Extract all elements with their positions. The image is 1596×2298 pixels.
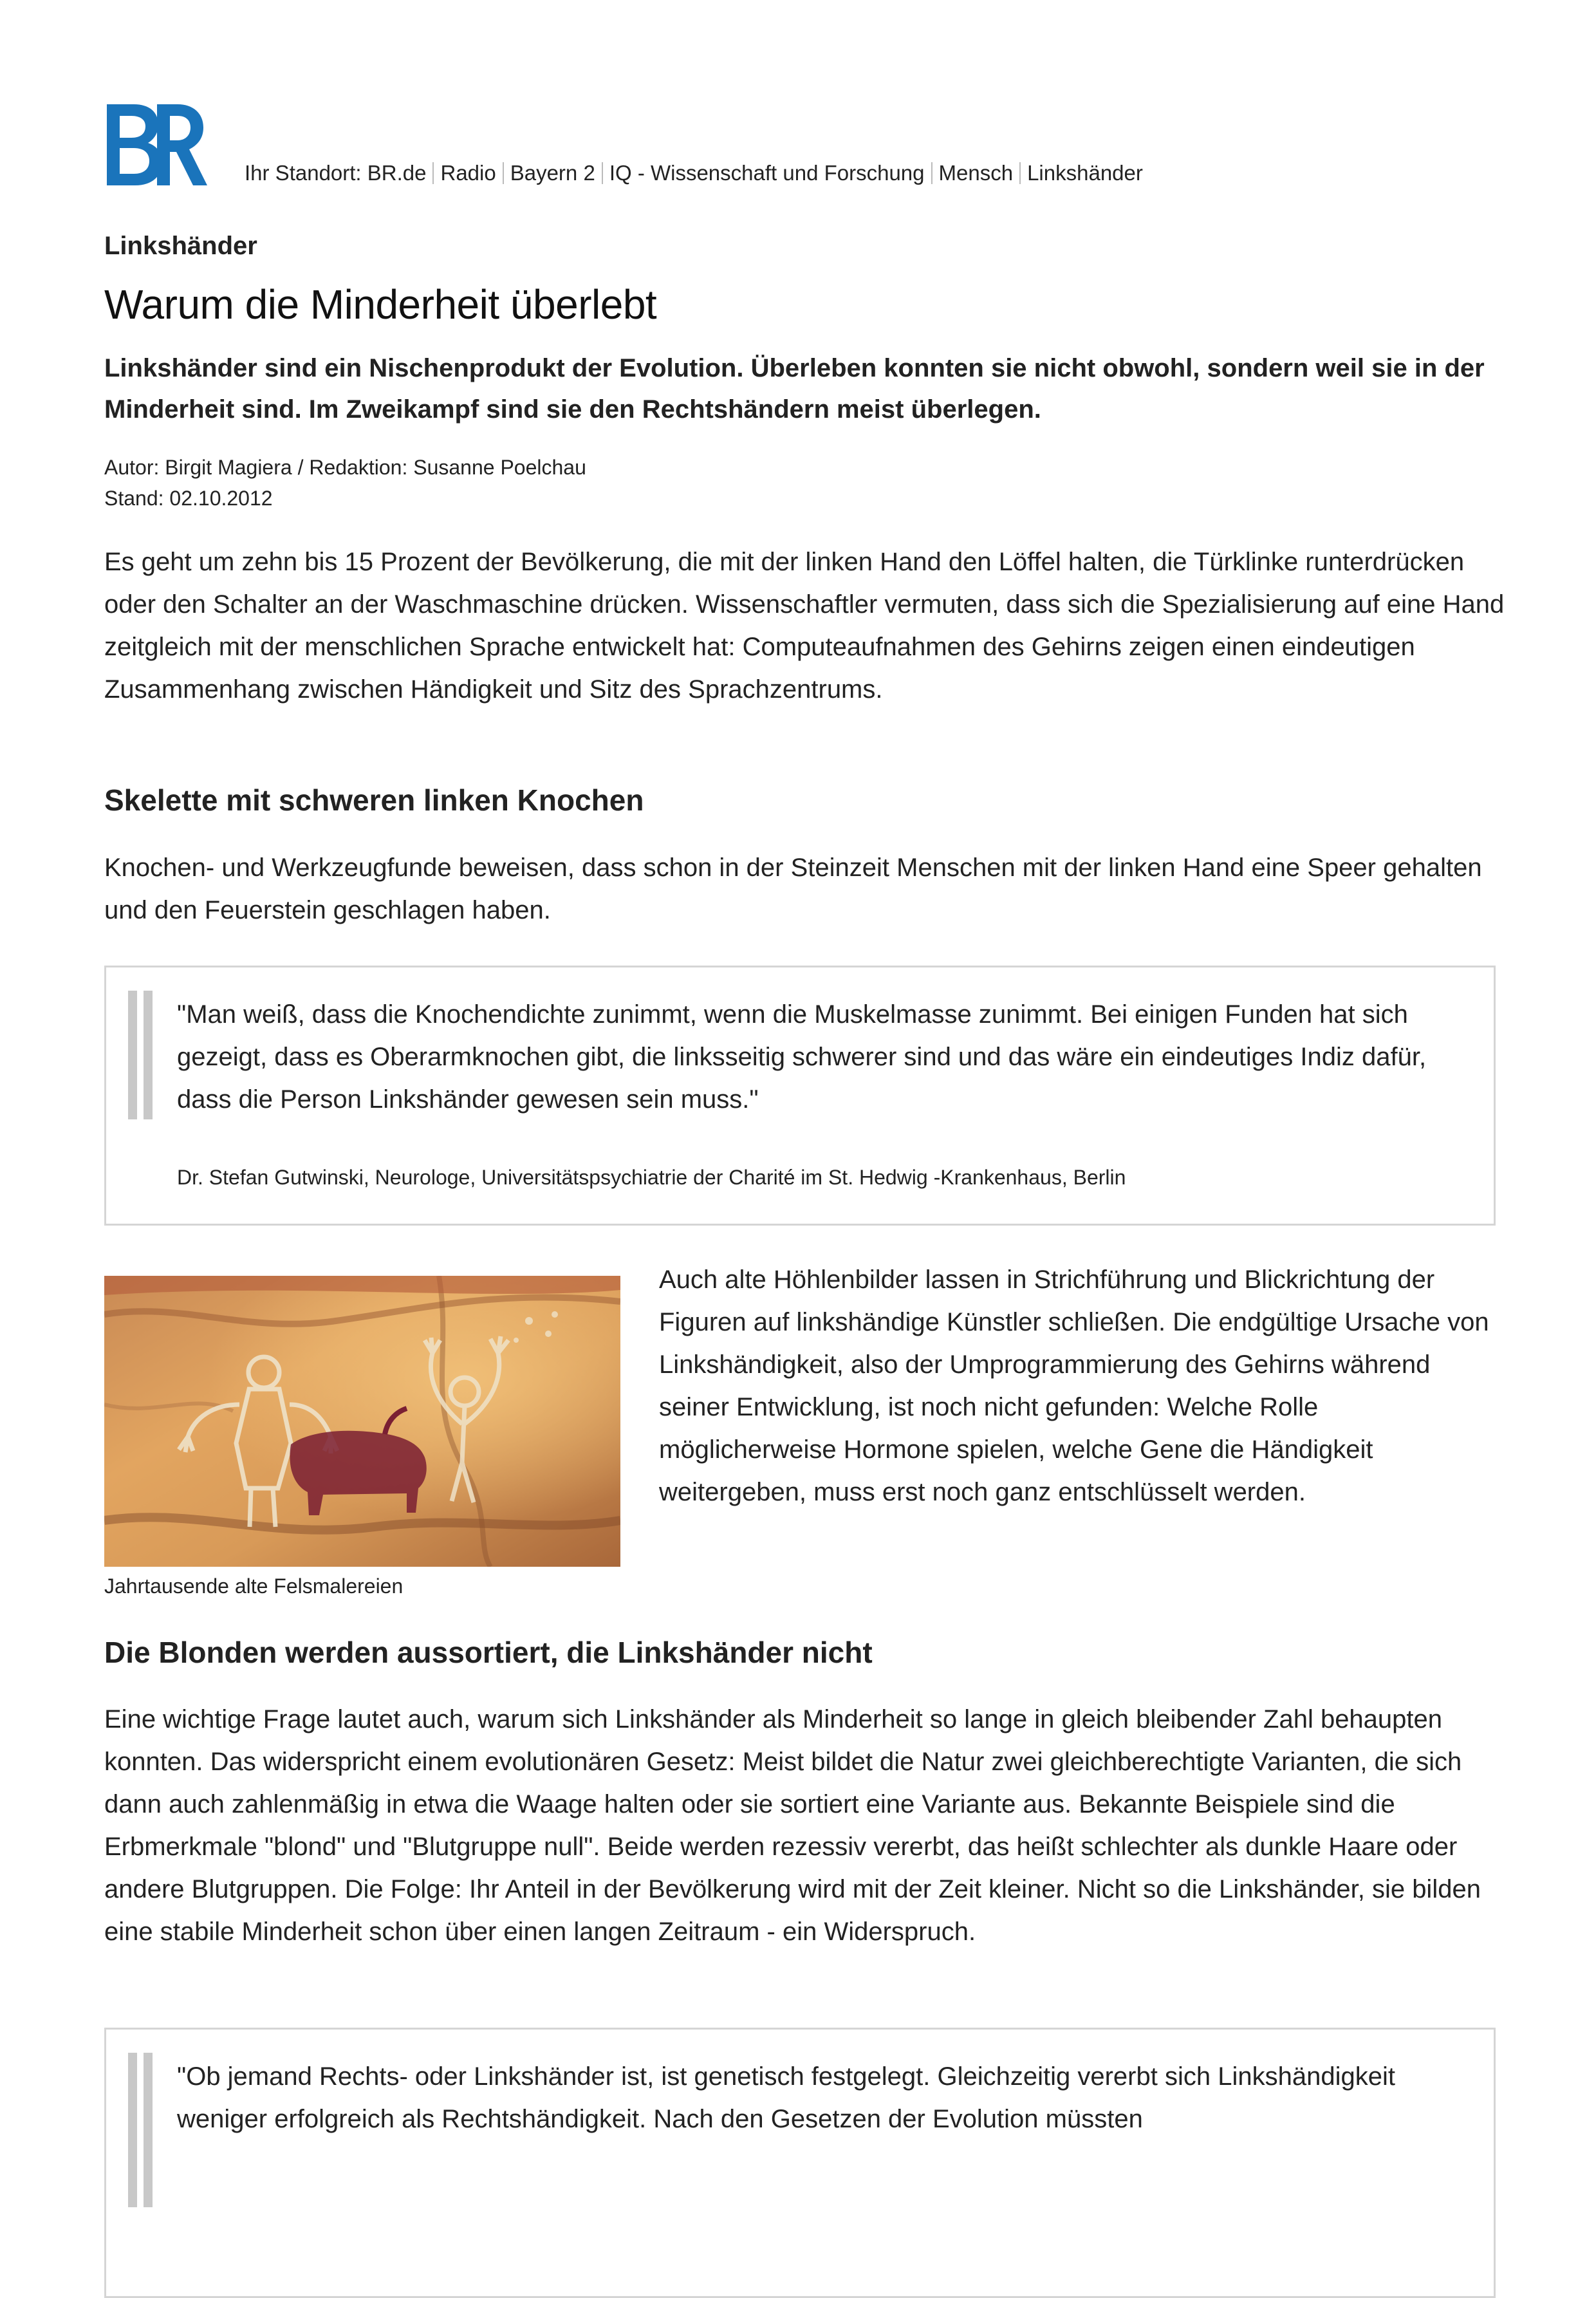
section2-paragraph: Eine wichtige Frage lautet auch, warum sich Linkshänder als Minderheit so lange in gleich bleibender Zahl behaupten konnten. Das widerspricht einem evolutionären Gesetz: Meist bildet die Natur zwei gleichberechtigte Varianten, die sich dann auch zahlenmäßig in etwa die Waage halten oder sie sortiert eine Variante aus. Bekannte Beispiele sind die Erbmerkmale "blond" und "Blutgruppe null". Beide werden rezessiv vererbt, das heißt schlechter als dunkle Haare oder andere Blutgruppen. Die Folge: Ihr Anteil in der Bevölkerung wird mit der Zeit kleiner. Nicht so die Linkshänder, sie bilden eine stabile Minderheit schon über einen langen Zeitraum - ein Widerspruch. <box>104 1705 1481 1946</box>
section1-paragraph: Knochen- und Werkzeugfunde beweisen, dass schon in der Steinzeit Menschen mit der linken Hand eine Speer gehalten und den Feuerstein geschlagen haben. <box>104 854 1482 924</box>
figure-side-paragraph: Auch alte Höhlenbilder lassen in Strichführung und Blickrichtung der Figuren auf linkshändige Künstler schließen. Die endgültige Ursache von Linkshändigkeit, also der Umprogrammierung des Gehirns während seiner Entwicklung, ist noch nicht gefunden: Welche Rolle möglicherweise Hormone spielen, welche Gene die Händigkeit weitergeben, muss erst noch ganz entschlüsselt werden. <box>659 1266 1489 1506</box>
quote-box-1 <box>104 966 1496 1226</box>
intro-paragraph: Es geht um zehn bis 15 Prozent der Bevölkerung, die mit der linken Hand den Löffel halten, die Türklinke runterdrücken oder den Schalter an der Waschmaschine drücken. Wissenschaftler vermuten, dass sich die Spezialisierung auf eine Hand zeitgleich mit der menschlichen Sprache entwickelt hat: Computeaufnahmen des Gehirns zeigen einen eindeutigen Zusammenhang zwischen Händigkeit und Sitz des Sprachzentrums. <box>104 548 1505 704</box>
breadcrumb-separator <box>432 162 434 184</box>
breadcrumb-separator <box>602 162 603 184</box>
section2-heading: Die Blonden werden aussortiert, die Linkshänder nicht <box>104 1636 873 1669</box>
quote-source-1: Dr. Stefan Gutwinski, Neurologe, Universitätspsychiatrie der Charité im St. Hedwig -Krankenhaus, Berlin <box>177 1166 1126 1189</box>
article-teaser: Linkshänder sind ein Nischenprodukt der Evolution. Überleben konnten sie nicht obwohl, sondern weil sie in der Minderheit sind. Im Zweikampf sind sie den Rechtshändern meist überlegen. <box>104 354 1485 424</box>
article-kicker: Linkshänder <box>104 232 257 260</box>
breadcrumb-item-radio[interactable]: Radio <box>440 161 496 185</box>
breadcrumb-item-iq[interactable]: IQ - Wissenschaft und Forschung <box>609 161 925 185</box>
breadcrumb-item-linkshaender[interactable]: Linkshänder <box>1027 161 1143 185</box>
breadcrumb-item-standort[interactable]: Ihr Standort: BR.de <box>245 161 427 185</box>
quote-text-1: "Man weiß, dass die Knochendichte zunimmt, wenn die Muskelmasse zunimmt. Bei einigen Funden hat sich gezeigt, dass es Oberarmknochen gibt, die linksseitig schwerer sind und das wäre ein eindeutiges Indiz dafür, dass die Person Linkshänder gewesen sein muss." <box>177 1000 1427 1114</box>
section1-heading: Skelette mit schweren linken Knochen <box>104 783 644 817</box>
breadcrumb <box>245 161 1143 185</box>
breadcrumb-separator <box>503 162 504 184</box>
figure-caption: Jahrtausende alte Felsmalereien <box>104 1574 404 1598</box>
br-logo[interactable] <box>103 102 207 188</box>
cave-painting-image <box>104 1276 620 1567</box>
quote-mark-icon <box>128 2053 154 2207</box>
quote-text-2: "Ob jemand Rechts- oder Linkshänder ist, ist genetisch festgelegt. Gleichzeitig vererbt sich Linkshändigkeit weniger erfolgreich als Rechtshändigkeit. Nach den Gesetzen der Evolution müssten <box>177 2062 1395 2133</box>
breadcrumb-item-bayern2[interactable]: Bayern 2 <box>510 161 595 185</box>
article-headline: Warum die Minderheit überlebt <box>104 281 657 328</box>
quote-box-2 <box>104 2028 1496 2298</box>
breadcrumb-separator <box>1019 162 1021 184</box>
article-meta <box>104 452 586 514</box>
quote-mark-icon <box>128 991 154 1119</box>
breadcrumb-separator <box>931 162 933 184</box>
article-author: Autor: Birgit Magiera / Redaktion: Susanne Poelchau <box>104 456 586 479</box>
article-date: Stand: 02.10.2012 <box>104 487 273 510</box>
breadcrumb-item-mensch[interactable]: Mensch <box>938 161 1014 185</box>
